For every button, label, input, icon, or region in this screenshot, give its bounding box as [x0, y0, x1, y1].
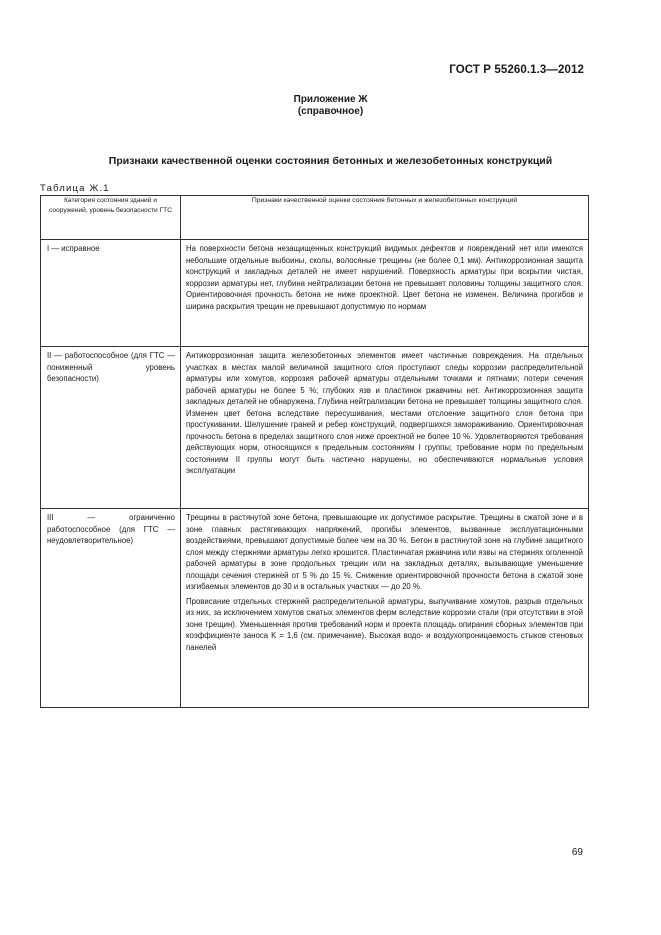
- appendix-title: Приложение Ж: [293, 94, 368, 105]
- category-cell: I — исправное: [41, 240, 181, 347]
- page-number: 69: [571, 847, 583, 858]
- section-title: Признаки качественной оценки состояния бетонных и железобетонных конструкций: [108, 155, 553, 167]
- standard-code: ГОСТ Р 55260.1.3—2012: [449, 64, 584, 76]
- description-cell: [181, 240, 589, 347]
- description-cell: [181, 347, 589, 509]
- description-cell: [181, 509, 589, 708]
- table-row: [41, 347, 589, 509]
- description-paragraph: Трещины в растянутой зоне бетона, превышающие их допустимое раскрытие. Трещины в сжатой зоне и в зоне главных растягивающих напряжений, прогибы элементов, вызванные эксплуатационными воздействиями, превышают допустимые более чем на 30 %. Бетон в растянутой зоне на глубине защитного слоя между стержнями арматуры легко крошится. Пластинчатая ржавчина или язвы на стержнях оголенной рабочей арматуры в зоне продольных трещин или на закладных деталях, вызывающие уменьшение площади сечения стержней от 5 % до 15 %. Снижение ориентировочной прочности бетона в сжатой зоне изгибаемых элементов до 30 и в остальных участках — до 20 %.: [186, 513, 583, 591]
- table-row: [41, 240, 589, 347]
- category-cell: III — ограниченно работоспособное (для ГТС — неудовлетворительное): [41, 509, 181, 708]
- category-cell: II — работоспособное (для ГТС — пониженный уровень безопасности): [41, 347, 181, 509]
- appendix-subtitle: (справочное): [297, 106, 364, 117]
- table-header-row: [41, 196, 589, 240]
- column-header-signs: Признаки качественной оценки состояния бетонных и железобетонных конструкций: [181, 196, 589, 240]
- description-paragraph: На поверхности бетона незащищенных конструкций видимых дефектов и повреждений нет или имеются небольшие отдельные выбоины, сколы, волосяные трещины (не более 0,1 мм). Антикоррозионная защита конструкций и закладных деталей не имеет нарушений. Поверхность арматуры при вскрытии чистая, коррозии арматуры нет, глубина нейтрализации бетона не превышает половины толщины защитного слоя. Ориентировочная прочность бетона не ниже проектной. Цвет бетона не изменен. Величина прогибов и ширина раскрытия трещин не превышают допустимую по нормам: [186, 244, 583, 311]
- description-paragraph: Провисание отдельных стержней распределительной арматуры, выпучивание хомутов, разрыв отдельных из них, за исключением хомутов сжатых элементов ферм вследствие коррозии стали (при отсутствии в этой зоне трещин). Уменьшенная против требований норм и проекта площадь опирания сборных элементов при коэффициенте заноса K = 1,6 (см. примечание). Высокая водо- и воздухопроницаемость стыков стеновых панелей: [186, 596, 583, 652]
- description-paragraph: Антикоррозионная защита железобетонных элементов имеет частичные повреждения. На отдельных участках в местах малой величиной защитного слоя проступают следы коррозии распределительной арматуры или хомутов, коррозия рабочей арматуры отдельными точками и пятнами; потери сечения рабочей арматуры не более 5 %; глубоких язв и пластинок ржавчины нет. Антикоррозионная защита закладных деталей не обнаружена. Глубина нейтрализации бетона не превышает толщины защитного слоя. Изменен цвет бетона вследствие пересушивания, местами отслоение защитного слоя бетона при простукивании. Шелушение граней и ребер конструкций, подвергшихся замораживанию. Ориентировочная прочность бетона в пределах защитного слоя ниже проектной не более 10 %. Удовлетворяются требования действующих норм, относящихся к предельным состояниям I группы; требование норм по предельным состояниям II группы могут быть частично нарушены, но обеспечиваются нормальные условия эксплуатации: [186, 351, 583, 475]
- table-row: [41, 509, 589, 708]
- column-header-category: Категория состояния зданий и сооружений, уровень безопасности ГТС: [41, 196, 181, 240]
- assessment-table: [40, 195, 589, 708]
- table-caption: Таблица Ж.1: [40, 183, 110, 194]
